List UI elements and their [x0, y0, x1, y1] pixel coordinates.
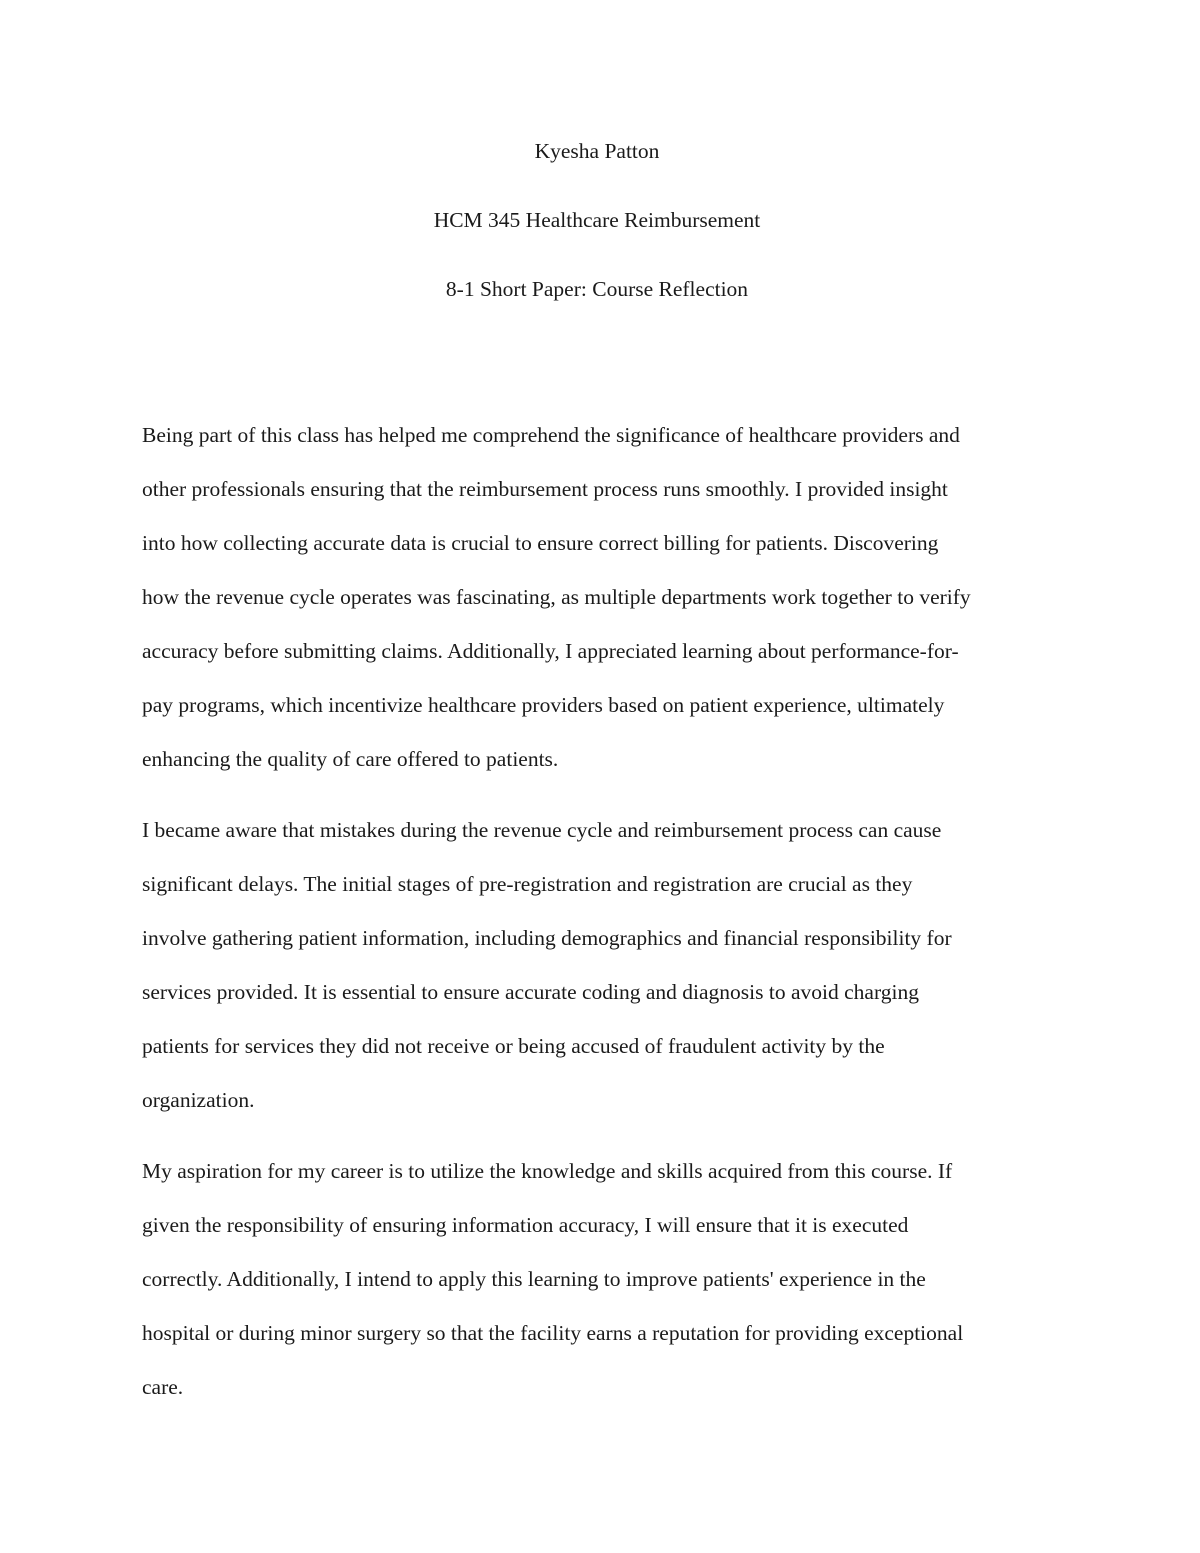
- assignment-title: 8-1 Short Paper: Course Reflection: [445, 277, 749, 301]
- paragraph-line: services provided. It is essential to ensure accurate coding and diagnosis to avoid charging: [142, 980, 919, 1004]
- author-name: Kyesha Patton: [534, 139, 660, 163]
- paragraph-line: correctly. Additionally, I intend to apply this learning to improve patients' experience in the: [142, 1267, 926, 1291]
- paragraph-3: [142, 1144, 1054, 1414]
- paragraph-line: given the responsibility of ensuring information accuracy, I will ensure that it is executed: [142, 1213, 909, 1237]
- paragraph-spacer: [142, 786, 1054, 803]
- paragraph-line: I became aware that mistakes during the revenue cycle and reimbursement process can cause: [142, 818, 942, 842]
- course-title: HCM 345 Healthcare Reimbursement: [433, 208, 761, 232]
- paragraph-line: pay programs, which incentivize healthcare providers based on patient experience, ultimately: [142, 693, 945, 717]
- paragraph-line: significant delays. The initial stages of pre-registration and registration are crucial as they: [142, 872, 913, 896]
- paragraph-line: accuracy before submitting claims. Additionally, I appreciated learning about performance-for-: [142, 639, 959, 663]
- document-body: [142, 408, 1054, 1414]
- paragraph-line: involve gathering patient information, including demographics and financial responsibility for: [142, 926, 952, 950]
- paragraph-line: other professionals ensuring that the reimbursement process runs smoothly. I provided insight: [142, 477, 948, 501]
- paragraph-spacer: [142, 1127, 1054, 1144]
- title-block: [0, 139, 1194, 346]
- paragraph-line: patients for services they did not receive or being accused of fraudulent activity by the: [142, 1034, 885, 1058]
- paragraph-line: into how collecting accurate data is crucial to ensure correct billing for patients. Discovering: [142, 531, 939, 555]
- paragraph-2: [142, 803, 1054, 1127]
- paragraph-line: My aspiration for my career is to utilize the knowledge and skills acquired from this course. If: [142, 1159, 953, 1183]
- paragraph-line: how the revenue cycle operates was fascinating, as multiple departments work together to verify: [142, 585, 971, 609]
- paragraph-1: [142, 408, 1054, 786]
- paragraph-line: hospital or during minor surgery so that the facility earns a reputation for providing exceptional: [142, 1321, 964, 1345]
- paragraph-line: care.: [142, 1375, 184, 1399]
- paragraph-line: organization.: [142, 1088, 255, 1112]
- paragraph-line: Being part of this class has helped me comprehend the significance of healthcare providers and: [142, 423, 960, 447]
- paragraph-line: enhancing the quality of care offered to patients.: [142, 747, 559, 771]
